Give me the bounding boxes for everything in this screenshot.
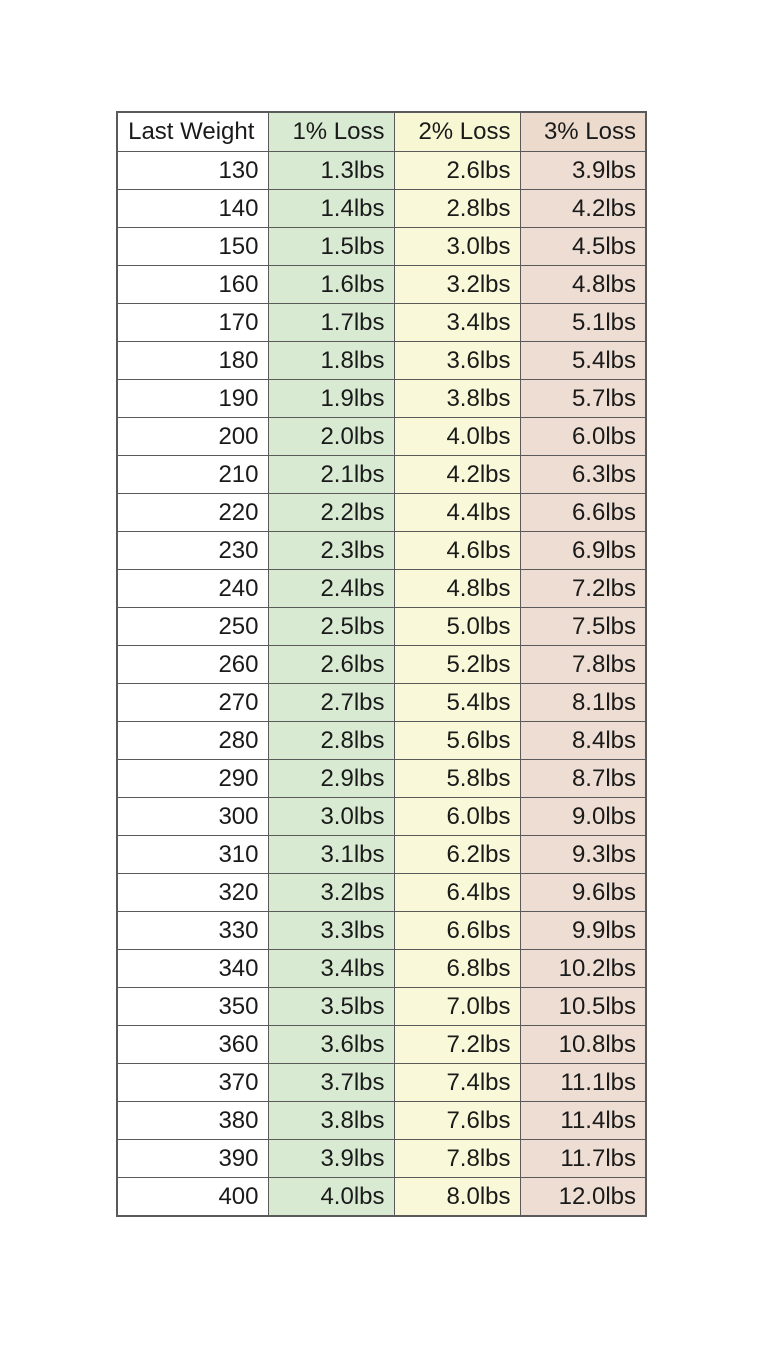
- table-row: [117, 570, 646, 608]
- table-row: [117, 380, 646, 418]
- cell-2-percent-loss: 4.8lbs: [394, 570, 520, 608]
- table-row: [117, 988, 646, 1026]
- cell-3-percent-loss: 8.1lbs: [520, 684, 646, 722]
- cell-last-weight: 150: [117, 228, 268, 266]
- cell-1-percent-loss: 1.3lbs: [268, 152, 394, 190]
- cell-1-percent-loss: 3.4lbs: [268, 950, 394, 988]
- cell-1-percent-loss: 4.0lbs: [268, 1178, 394, 1217]
- cell-3-percent-loss: 6.3lbs: [520, 456, 646, 494]
- table-row: [117, 266, 646, 304]
- cell-1-percent-loss: 1.5lbs: [268, 228, 394, 266]
- cell-2-percent-loss: 5.2lbs: [394, 646, 520, 684]
- cell-3-percent-loss: 12.0lbs: [520, 1178, 646, 1217]
- table-row: [117, 950, 646, 988]
- table-row: [117, 190, 646, 228]
- cell-1-percent-loss: 2.3lbs: [268, 532, 394, 570]
- cell-3-percent-loss: 10.8lbs: [520, 1026, 646, 1064]
- cell-1-percent-loss: 1.9lbs: [268, 380, 394, 418]
- cell-1-percent-loss: 1.6lbs: [268, 266, 394, 304]
- cell-3-percent-loss: 5.1lbs: [520, 304, 646, 342]
- cell-last-weight: 230: [117, 532, 268, 570]
- cell-last-weight: 170: [117, 304, 268, 342]
- cell-2-percent-loss: 3.8lbs: [394, 380, 520, 418]
- table-row: [117, 608, 646, 646]
- cell-3-percent-loss: 6.6lbs: [520, 494, 646, 532]
- cell-2-percent-loss: 7.8lbs: [394, 1140, 520, 1178]
- cell-last-weight: 380: [117, 1102, 268, 1140]
- cell-last-weight: 350: [117, 988, 268, 1026]
- cell-last-weight: 280: [117, 722, 268, 760]
- cell-2-percent-loss: 4.2lbs: [394, 456, 520, 494]
- cell-3-percent-loss: 7.2lbs: [520, 570, 646, 608]
- table-row: [117, 532, 646, 570]
- table-row: [117, 1140, 646, 1178]
- cell-2-percent-loss: 6.6lbs: [394, 912, 520, 950]
- cell-1-percent-loss: 1.8lbs: [268, 342, 394, 380]
- cell-2-percent-loss: 7.4lbs: [394, 1064, 520, 1102]
- cell-1-percent-loss: 2.9lbs: [268, 760, 394, 798]
- table-row: [117, 760, 646, 798]
- cell-3-percent-loss: 9.0lbs: [520, 798, 646, 836]
- column-header-1-percent-loss: 1% Loss: [268, 112, 394, 152]
- table-row: [117, 836, 646, 874]
- table-row: [117, 684, 646, 722]
- cell-1-percent-loss: 3.7lbs: [268, 1064, 394, 1102]
- cell-last-weight: 330: [117, 912, 268, 950]
- table-header-row: [117, 112, 646, 152]
- cell-3-percent-loss: 9.9lbs: [520, 912, 646, 950]
- cell-1-percent-loss: 2.2lbs: [268, 494, 394, 532]
- cell-2-percent-loss: 6.0lbs: [394, 798, 520, 836]
- cell-1-percent-loss: 3.3lbs: [268, 912, 394, 950]
- cell-last-weight: 400: [117, 1178, 268, 1217]
- cell-3-percent-loss: 10.5lbs: [520, 988, 646, 1026]
- cell-1-percent-loss: 3.9lbs: [268, 1140, 394, 1178]
- cell-3-percent-loss: 5.7lbs: [520, 380, 646, 418]
- table-row: [117, 304, 646, 342]
- cell-2-percent-loss: 2.8lbs: [394, 190, 520, 228]
- cell-3-percent-loss: 7.5lbs: [520, 608, 646, 646]
- cell-2-percent-loss: 3.4lbs: [394, 304, 520, 342]
- cell-3-percent-loss: 4.5lbs: [520, 228, 646, 266]
- cell-3-percent-loss: 4.2lbs: [520, 190, 646, 228]
- table-row: [117, 1026, 646, 1064]
- cell-3-percent-loss: 8.7lbs: [520, 760, 646, 798]
- cell-1-percent-loss: 2.8lbs: [268, 722, 394, 760]
- cell-last-weight: 130: [117, 152, 268, 190]
- cell-1-percent-loss: 2.4lbs: [268, 570, 394, 608]
- cell-2-percent-loss: 4.0lbs: [394, 418, 520, 456]
- cell-last-weight: 370: [117, 1064, 268, 1102]
- cell-3-percent-loss: 9.6lbs: [520, 874, 646, 912]
- cell-last-weight: 360: [117, 1026, 268, 1064]
- cell-1-percent-loss: 2.1lbs: [268, 456, 394, 494]
- cell-last-weight: 270: [117, 684, 268, 722]
- cell-last-weight: 260: [117, 646, 268, 684]
- cell-2-percent-loss: 6.8lbs: [394, 950, 520, 988]
- cell-1-percent-loss: 2.7lbs: [268, 684, 394, 722]
- cell-1-percent-loss: 3.0lbs: [268, 798, 394, 836]
- cell-2-percent-loss: 3.6lbs: [394, 342, 520, 380]
- cell-last-weight: 160: [117, 266, 268, 304]
- weight-loss-table: [116, 111, 647, 1217]
- cell-2-percent-loss: 8.0lbs: [394, 1178, 520, 1217]
- table-header: [117, 112, 646, 152]
- cell-3-percent-loss: 8.4lbs: [520, 722, 646, 760]
- cell-last-weight: 220: [117, 494, 268, 532]
- table-row: [117, 912, 646, 950]
- cell-last-weight: 290: [117, 760, 268, 798]
- cell-3-percent-loss: 9.3lbs: [520, 836, 646, 874]
- column-header-3-percent-loss: 3% Loss: [520, 112, 646, 152]
- cell-1-percent-loss: 3.1lbs: [268, 836, 394, 874]
- table-row: [117, 1064, 646, 1102]
- cell-last-weight: 300: [117, 798, 268, 836]
- cell-2-percent-loss: 7.2lbs: [394, 1026, 520, 1064]
- table-row: [117, 342, 646, 380]
- cell-last-weight: 310: [117, 836, 268, 874]
- cell-1-percent-loss: 3.5lbs: [268, 988, 394, 1026]
- column-header-2-percent-loss: 2% Loss: [394, 112, 520, 152]
- table-row: [117, 418, 646, 456]
- table-row: [117, 228, 646, 266]
- cell-1-percent-loss: 1.4lbs: [268, 190, 394, 228]
- cell-1-percent-loss: 3.8lbs: [268, 1102, 394, 1140]
- cell-last-weight: 340: [117, 950, 268, 988]
- table-row: [117, 152, 646, 190]
- cell-2-percent-loss: 6.2lbs: [394, 836, 520, 874]
- cell-3-percent-loss: 11.7lbs: [520, 1140, 646, 1178]
- cell-3-percent-loss: 10.2lbs: [520, 950, 646, 988]
- table-body: [117, 152, 646, 1217]
- cell-last-weight: 240: [117, 570, 268, 608]
- cell-3-percent-loss: 6.9lbs: [520, 532, 646, 570]
- table-row: [117, 646, 646, 684]
- cell-1-percent-loss: 1.7lbs: [268, 304, 394, 342]
- cell-2-percent-loss: 6.4lbs: [394, 874, 520, 912]
- cell-3-percent-loss: 6.0lbs: [520, 418, 646, 456]
- cell-1-percent-loss: 2.5lbs: [268, 608, 394, 646]
- table-row: [117, 456, 646, 494]
- cell-last-weight: 180: [117, 342, 268, 380]
- table-row: [117, 798, 646, 836]
- cell-last-weight: 390: [117, 1140, 268, 1178]
- cell-2-percent-loss: 3.2lbs: [394, 266, 520, 304]
- cell-2-percent-loss: 2.6lbs: [394, 152, 520, 190]
- table-row: [117, 1178, 646, 1217]
- cell-2-percent-loss: 7.0lbs: [394, 988, 520, 1026]
- cell-1-percent-loss: 2.0lbs: [268, 418, 394, 456]
- cell-last-weight: 250: [117, 608, 268, 646]
- cell-3-percent-loss: 4.8lbs: [520, 266, 646, 304]
- cell-3-percent-loss: 3.9lbs: [520, 152, 646, 190]
- cell-last-weight: 320: [117, 874, 268, 912]
- table-row: [117, 1102, 646, 1140]
- cell-2-percent-loss: 5.6lbs: [394, 722, 520, 760]
- cell-2-percent-loss: 3.0lbs: [394, 228, 520, 266]
- cell-2-percent-loss: 7.6lbs: [394, 1102, 520, 1140]
- cell-last-weight: 190: [117, 380, 268, 418]
- column-header-last-weight: Last Weight: [117, 112, 268, 152]
- cell-3-percent-loss: 7.8lbs: [520, 646, 646, 684]
- cell-last-weight: 200: [117, 418, 268, 456]
- table-row: [117, 874, 646, 912]
- cell-3-percent-loss: 11.1lbs: [520, 1064, 646, 1102]
- cell-3-percent-loss: 5.4lbs: [520, 342, 646, 380]
- cell-1-percent-loss: 2.6lbs: [268, 646, 394, 684]
- weight-loss-table-container: [116, 111, 646, 1217]
- cell-2-percent-loss: 5.0lbs: [394, 608, 520, 646]
- cell-2-percent-loss: 5.4lbs: [394, 684, 520, 722]
- cell-2-percent-loss: 4.6lbs: [394, 532, 520, 570]
- cell-2-percent-loss: 4.4lbs: [394, 494, 520, 532]
- cell-last-weight: 140: [117, 190, 268, 228]
- cell-last-weight: 210: [117, 456, 268, 494]
- table-row: [117, 722, 646, 760]
- cell-1-percent-loss: 3.6lbs: [268, 1026, 394, 1064]
- cell-1-percent-loss: 3.2lbs: [268, 874, 394, 912]
- table-row: [117, 494, 646, 532]
- cell-3-percent-loss: 11.4lbs: [520, 1102, 646, 1140]
- cell-2-percent-loss: 5.8lbs: [394, 760, 520, 798]
